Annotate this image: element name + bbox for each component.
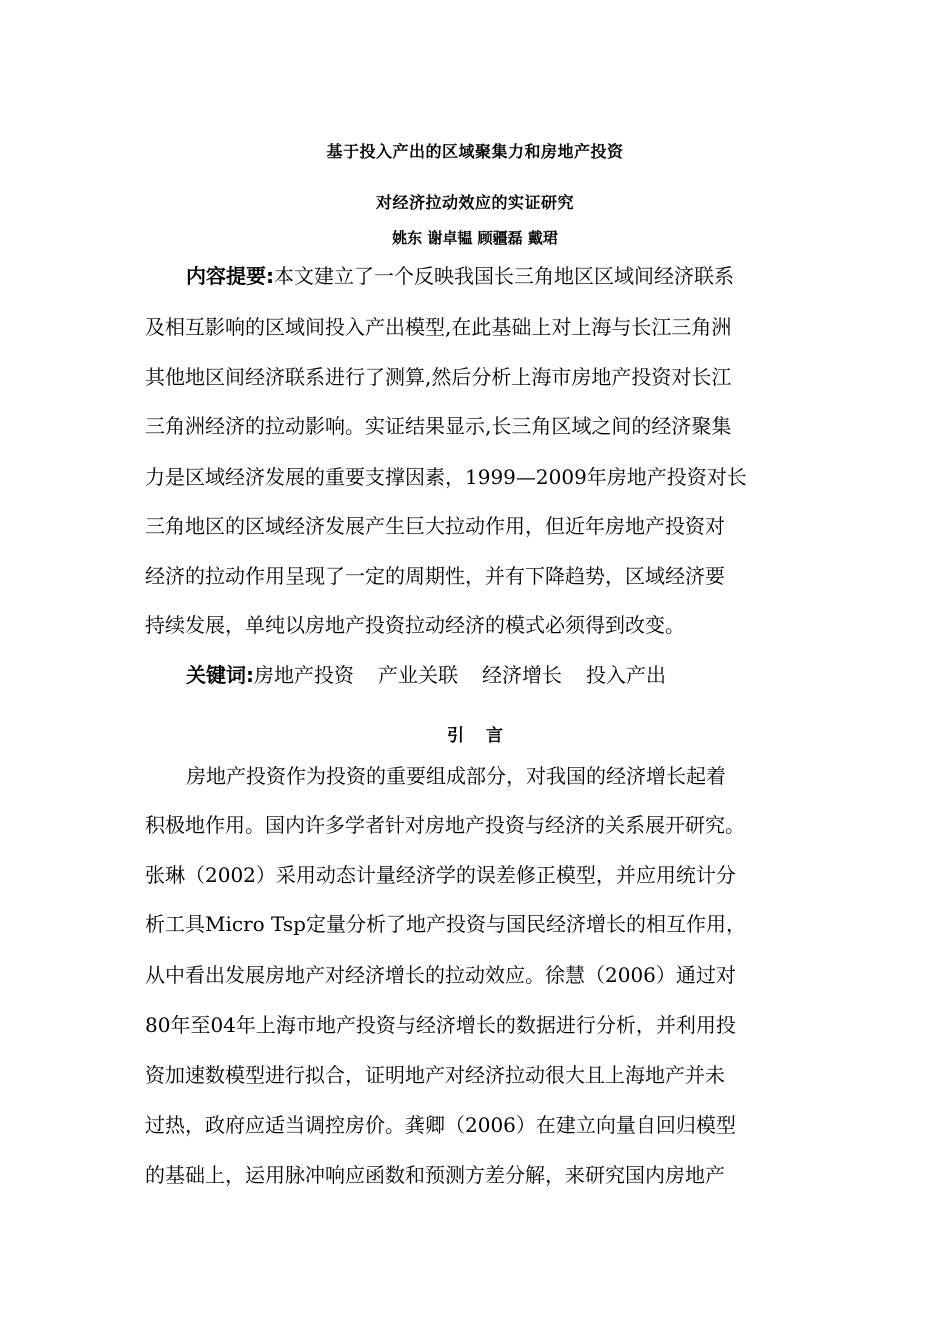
- keywords-label: 关键词:: [186, 663, 254, 687]
- abstract-line: [186, 261, 734, 291]
- intro-line: 资加速数模型进行拟合，证明地产对经济拉动很大且上海地产并未: [145, 1063, 725, 1087]
- abstract-line: 经济的拉动作用呈现了一定的周期性，并有下降趋势，区域经济要: [145, 564, 725, 588]
- keyword: 产业关联: [378, 663, 458, 687]
- authors: 姚东 谢卓韫 顾疆磊 戴珺: [392, 229, 558, 247]
- abstract-label: 内容提要:: [186, 264, 274, 288]
- intro-line: 的基础上，运用脉冲响应函数和预测方差分解，来研究国内房地产: [145, 1163, 725, 1187]
- keyword: 房地产投资: [254, 663, 354, 687]
- abstract-line: 及相互影响的区域间投入产出模型,在此基础上对上海与长江三角洲: [145, 315, 732, 339]
- intro-line: 张琳（2002）采用动态计量经济学的误差修正模型，并应用统计分: [145, 863, 736, 887]
- intro-line: 从中看出发展房地产对经济增长的拉动效应。徐慧（2006）通过对: [145, 963, 736, 987]
- abstract-line: 持续发展，单纯以房地产投资拉动经济的模式必须得到改变。: [145, 613, 685, 637]
- paper-title-line-1: 基于投入产出的区域聚集力和房地产投资: [326, 142, 624, 161]
- abstract-line: 其他地区间经济联系进行了测算,然后分析上海市房地产投资对长江: [145, 365, 732, 389]
- keyword: 经济增长: [482, 663, 562, 687]
- intro-line: 积极地作用。国内许多学者针对房地产投资与经济的关系展开研究。: [145, 813, 745, 837]
- intro-line: 析工具Micro Tsp定量分析了地产投资与国民经济增长的相互作用，: [145, 912, 746, 936]
- intro-line: 房地产投资作为投资的重要组成部分，对我国的经济增长起着: [186, 764, 726, 788]
- abstract-text: 本文建立了一个反映我国长三角地区区域间经济联系: [274, 264, 734, 288]
- abstract-line: 三角洲经济的拉动影响。实证结果显示,长三角区域之间的经济聚集: [145, 414, 732, 438]
- section-heading: 引言: [447, 726, 525, 746]
- intro-line: 80年至04年上海市地产投资与经济增长的数据进行分析，并利用投: [145, 1013, 736, 1037]
- abstract-line: 力是区域经济发展的重要支撑因素，1999—2009年房地产投资对长: [145, 465, 747, 489]
- intro-line: 过热，政府应适当调控房价。龚卿（2006）在建立向量自回归模型: [145, 1113, 736, 1137]
- keyword: 投入产出: [586, 663, 666, 687]
- keywords-line: [186, 660, 666, 690]
- abstract-line: 三角地区的区域经济发展产生巨大拉动作用，但近年房地产投资对: [145, 514, 725, 538]
- paper-title-line-2: 对经济拉动效应的实证研究: [375, 193, 574, 212]
